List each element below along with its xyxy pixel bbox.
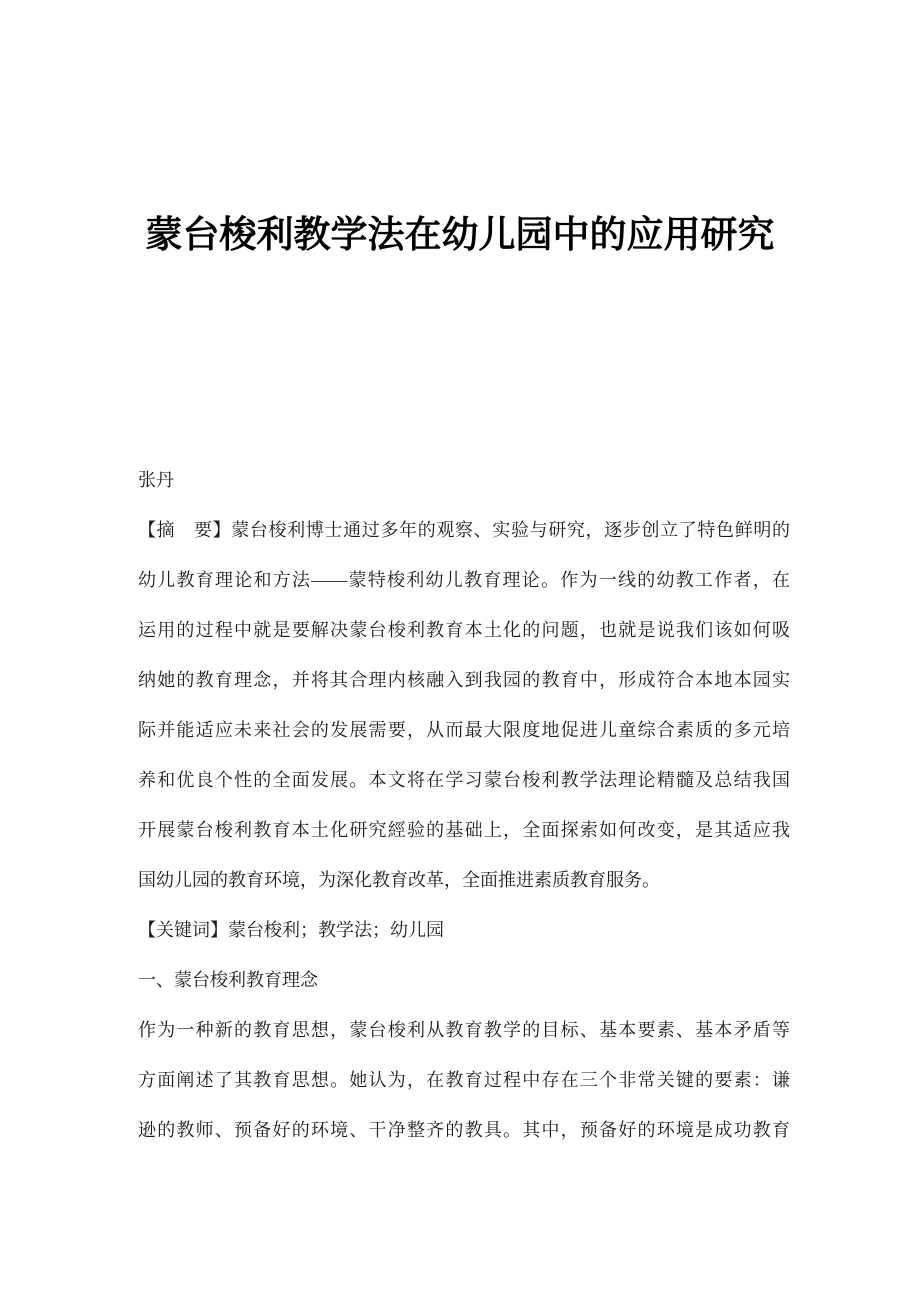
body-line: 方面阐述了其教育思想。她认为，在教育过程中存在三个非常关键的要素：谦 xyxy=(138,1070,790,1090)
author-name: 张丹 xyxy=(138,470,174,490)
abstract-line: 运用的过程中就是要解决蒙台梭利教育本土化的问题，也就是说我们该如何吸 xyxy=(138,620,790,640)
abstract-line: 开展蒙台梭利教育本土化研究經验的基础上，全面探索如何改变，是其适应我 xyxy=(138,820,790,840)
abstract-line: 养和优良个性的全面发展。本文将在学习蒙台梭利教学法理论精髓及总结我国 xyxy=(138,770,790,790)
document-title: 蒙台梭利教学法在幼儿园中的应用研究 xyxy=(145,215,775,256)
abstract-line: 幼儿教育理论和方法——蒙特梭利幼儿教育理论。作为一线的幼教工作者，在 xyxy=(138,570,790,590)
abstract-line: 【摘 要】蒙台梭利博士通过多年的观察、实验与研究，逐步创立了特色鲜明的 xyxy=(138,520,790,540)
body-line: 作为一种新的教育思想，蒙台梭利从教育教学的目标、基本要素、基本矛盾等 xyxy=(138,1020,790,1040)
body-line: 逊的教师、预备好的环境、干净整齐的教具。其中，预备好的环境是成功教育 xyxy=(138,1120,790,1140)
section-heading: 一、蒙台梭利教育理念 xyxy=(138,970,318,990)
abstract-line: 纳她的教育理念，并将其合理内核融入到我园的教育中，形成符合本地本园实 xyxy=(138,670,790,690)
document-text-block xyxy=(138,455,790,1155)
abstract-line: 国幼儿园的教育环境，为深化教育改革，全面推进素质教育服务。 xyxy=(138,870,660,890)
abstract-line: 际并能适应未来社会的发展需要，从而最大限度地促进儿童综合素质的多元培 xyxy=(138,720,790,740)
keywords-line: 【关键词】蒙台梭利；教学法；幼儿园 xyxy=(138,920,444,940)
